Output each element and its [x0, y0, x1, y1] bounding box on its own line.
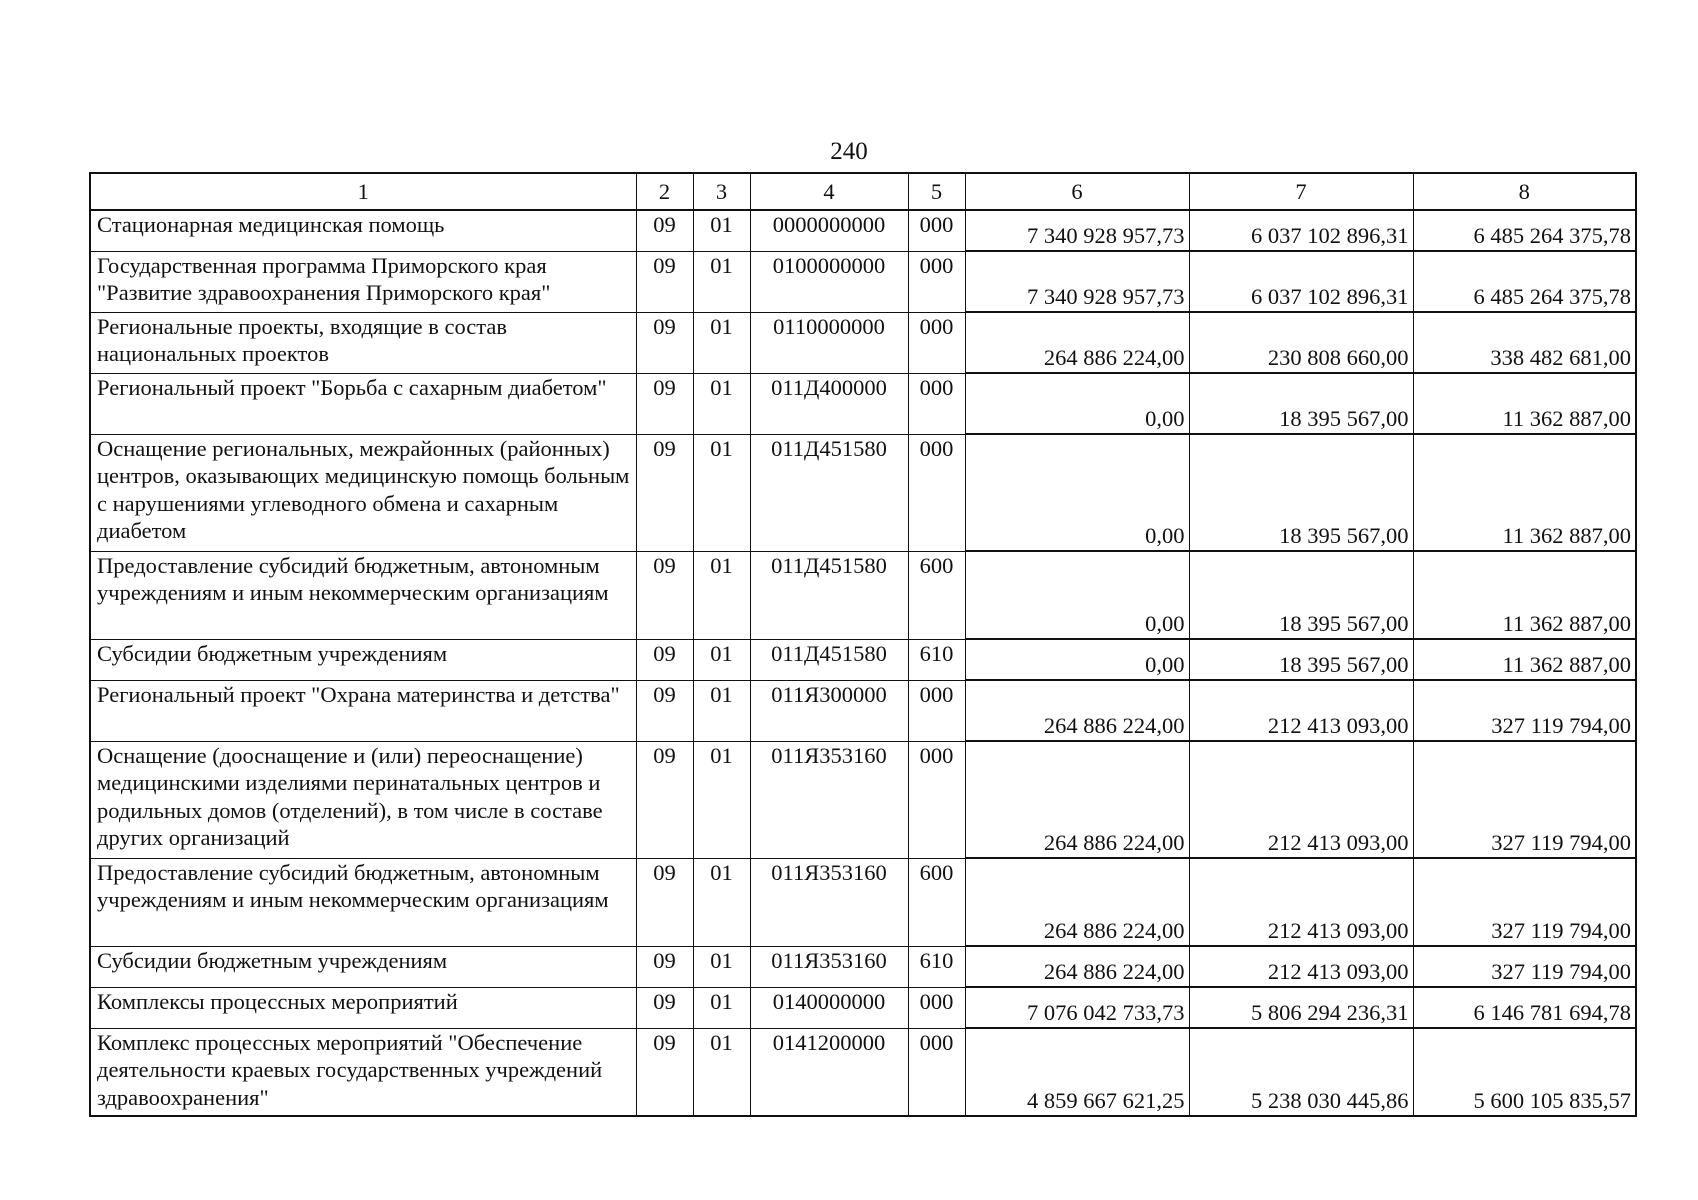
column-number: 8 — [1413, 173, 1636, 210]
table-row — [90, 251, 1636, 312]
item-name: Предоставление субсидий бюджетным, автономным учреждениям и иным некоммерческим организациям — [90, 551, 636, 639]
table-row — [90, 680, 1636, 741]
amount-col-8: 5 600 105 835,57 — [1413, 1028, 1636, 1116]
amount-col-8: 6 146 781 694,78 — [1413, 987, 1636, 1028]
target-article-code: 0141200000 — [750, 1028, 908, 1116]
amount-col-6: 0,00 — [965, 373, 1189, 434]
subsection-code: 01 — [693, 946, 750, 987]
subsection-code: 01 — [693, 1028, 750, 1116]
section-code: 09 — [636, 373, 693, 434]
subsection-code: 01 — [693, 680, 750, 741]
amount-col-6: 264 886 224,00 — [965, 312, 1189, 373]
section-code: 09 — [636, 946, 693, 987]
amount-col-6: 7 340 928 957,73 — [965, 251, 1189, 312]
column-number: 2 — [636, 173, 693, 210]
amount-col-6: 264 886 224,00 — [965, 858, 1189, 946]
target-article-code: 011Я353160 — [750, 858, 908, 946]
item-name: Оснащение региональных, межрайонных (районных) центров, оказывающих медицинскую помощь больным с нарушениями углеводного обмена и сахарным диабетом — [90, 434, 636, 551]
expense-type-code: 000 — [908, 434, 965, 551]
amount-col-8: 11 362 887,00 — [1413, 639, 1636, 680]
amount-col-7: 5 806 294 236,31 — [1189, 987, 1413, 1028]
item-name: Региональный проект "Борьба с сахарным диабетом" — [90, 373, 636, 434]
target-article-code: 0110000000 — [750, 312, 908, 373]
section-code: 09 — [636, 858, 693, 946]
amount-col-6: 264 886 224,00 — [965, 741, 1189, 858]
amount-col-7: 212 413 093,00 — [1189, 858, 1413, 946]
table-row — [90, 373, 1636, 434]
target-article-code: 011Д400000 — [750, 373, 908, 434]
table-row — [90, 551, 1636, 639]
target-article-code: 011Я353160 — [750, 946, 908, 987]
subsection-code: 01 — [693, 312, 750, 373]
expense-type-code: 600 — [908, 551, 965, 639]
target-article-code: 011Я300000 — [750, 680, 908, 741]
subsection-code: 01 — [693, 210, 750, 251]
amount-col-7: 18 395 567,00 — [1189, 551, 1413, 639]
target-article-code: 011Я353160 — [750, 741, 908, 858]
item-name: Комплекс процессных мероприятий "Обеспечение деятельности краевых государственных учреждений здравоохранения" — [90, 1028, 636, 1116]
target-article-code: 0140000000 — [750, 987, 908, 1028]
amount-col-8: 11 362 887,00 — [1413, 551, 1636, 639]
table-row — [90, 987, 1636, 1028]
target-article-code: 0000000000 — [750, 210, 908, 251]
item-name: Региональный проект "Охрана материнства и детства" — [90, 680, 636, 741]
amount-col-7: 18 395 567,00 — [1189, 373, 1413, 434]
amount-col-6: 264 886 224,00 — [965, 946, 1189, 987]
table-row — [90, 858, 1636, 946]
amount-col-7: 6 037 102 896,31 — [1189, 210, 1413, 251]
section-code: 09 — [636, 1028, 693, 1116]
item-name: Субсидии бюджетным учреждениям — [90, 946, 636, 987]
amount-col-8: 327 119 794,00 — [1413, 680, 1636, 741]
item-name: Предоставление субсидий бюджетным, автономным учреждениям и иным некоммерческим организациям — [90, 858, 636, 946]
target-article-code: 011Д451580 — [750, 639, 908, 680]
amount-col-7: 212 413 093,00 — [1189, 680, 1413, 741]
amount-col-8: 327 119 794,00 — [1413, 858, 1636, 946]
subsection-code: 01 — [693, 434, 750, 551]
expense-type-code: 610 — [908, 946, 965, 987]
column-number: 3 — [693, 173, 750, 210]
table-row — [90, 312, 1636, 373]
column-number: 7 — [1189, 173, 1413, 210]
amount-col-7: 212 413 093,00 — [1189, 946, 1413, 987]
column-number: 6 — [965, 173, 1189, 210]
page-number: 240 — [830, 138, 868, 165]
table-row — [90, 434, 1636, 551]
amount-col-8: 6 485 264 375,78 — [1413, 210, 1636, 251]
expense-type-code: 600 — [908, 858, 965, 946]
section-code: 09 — [636, 551, 693, 639]
subsection-code: 01 — [693, 987, 750, 1028]
expense-type-code: 610 — [908, 639, 965, 680]
amount-col-6: 0,00 — [965, 434, 1189, 551]
item-name: Государственная программа Приморского края "Развитие здравоохранения Приморского края" — [90, 251, 636, 312]
table-row — [90, 210, 1636, 251]
table-row — [90, 741, 1636, 858]
subsection-code: 01 — [693, 551, 750, 639]
target-article-code: 011Д451580 — [750, 434, 908, 551]
amount-col-7: 6 037 102 896,31 — [1189, 251, 1413, 312]
subsection-code: 01 — [693, 639, 750, 680]
section-code: 09 — [636, 680, 693, 741]
expense-type-code: 000 — [908, 680, 965, 741]
section-code: 09 — [636, 251, 693, 312]
target-article-code: 0100000000 — [750, 251, 908, 312]
amount-col-7: 18 395 567,00 — [1189, 434, 1413, 551]
amount-col-7: 18 395 567,00 — [1189, 639, 1413, 680]
amount-col-7: 5 238 030 445,86 — [1189, 1028, 1413, 1116]
expense-type-code: 000 — [908, 373, 965, 434]
item-name: Субсидии бюджетным учреждениям — [90, 639, 636, 680]
item-name: Комплексы процессных мероприятий — [90, 987, 636, 1028]
section-code: 09 — [636, 434, 693, 551]
item-name: Оснащение (дооснащение и (или) переоснащение) медицинскими изделиями перинатальных центров и родильных домов (отделений), в том числе в составе других организаций — [90, 741, 636, 858]
section-code: 09 — [636, 987, 693, 1028]
amount-col-8: 11 362 887,00 — [1413, 373, 1636, 434]
section-code: 09 — [636, 312, 693, 373]
table-row — [90, 946, 1636, 987]
amount-col-6: 264 886 224,00 — [965, 680, 1189, 741]
expense-type-code: 000 — [908, 1028, 965, 1116]
amount-col-6: 4 859 667 621,25 — [965, 1028, 1189, 1116]
subsection-code: 01 — [693, 858, 750, 946]
budget-table — [89, 172, 1637, 1117]
section-code: 09 — [636, 639, 693, 680]
expense-type-code: 000 — [908, 210, 965, 251]
amount-col-8: 6 485 264 375,78 — [1413, 251, 1636, 312]
amount-col-8: 338 482 681,00 — [1413, 312, 1636, 373]
column-number: 5 — [908, 173, 965, 210]
subsection-code: 01 — [693, 741, 750, 858]
table-row — [90, 1028, 1636, 1116]
amount-col-7: 212 413 093,00 — [1189, 741, 1413, 858]
amount-col-8: 327 119 794,00 — [1413, 741, 1636, 858]
amount-col-6: 0,00 — [965, 551, 1189, 639]
target-article-code: 011Д451580 — [750, 551, 908, 639]
expense-type-code: 000 — [908, 251, 965, 312]
amount-col-6: 0,00 — [965, 639, 1189, 680]
subsection-code: 01 — [693, 373, 750, 434]
item-name: Стационарная медицинская помощь — [90, 210, 636, 251]
item-name: Региональные проекты, входящие в состав национальных проектов — [90, 312, 636, 373]
amount-col-7: 230 808 660,00 — [1189, 312, 1413, 373]
subsection-code: 01 — [693, 251, 750, 312]
column-number-row — [90, 173, 1636, 210]
expense-type-code: 000 — [908, 741, 965, 858]
amount-col-8: 11 362 887,00 — [1413, 434, 1636, 551]
section-code: 09 — [636, 210, 693, 251]
amount-col-6: 7 076 042 733,73 — [965, 987, 1189, 1028]
section-code: 09 — [636, 741, 693, 858]
column-number: 1 — [90, 173, 636, 210]
amount-col-6: 7 340 928 957,73 — [965, 210, 1189, 251]
expense-type-code: 000 — [908, 312, 965, 373]
column-number: 4 — [750, 173, 908, 210]
amount-col-8: 327 119 794,00 — [1413, 946, 1636, 987]
expense-type-code: 000 — [908, 987, 965, 1028]
table-row — [90, 639, 1636, 680]
